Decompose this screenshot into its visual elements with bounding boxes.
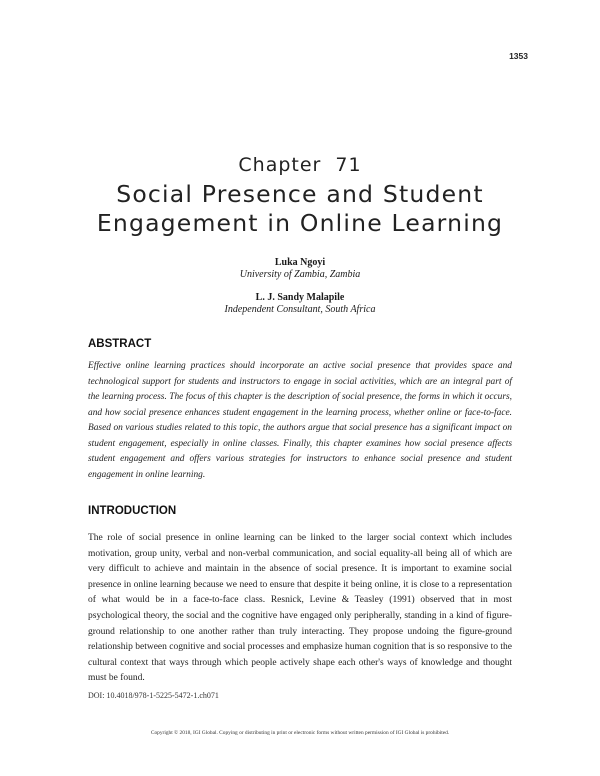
author-name-1: Luka Ngoyi [274,257,326,268]
page-number: 1353 [509,51,528,61]
abstract-heading: ABSTRACT [88,338,152,350]
author-name-2: L. J. Sandy Malapile [255,292,345,303]
introduction-body: The role of social presence in online learning can be linked to the larger social context which includes motivation, group unity, verbal and non-verbal communication, and social equality-all being all of which are very difficult to achieve and maintain in the absence of social presence. It is important to examine social presence in online learning because we need to ensure that despite it being online, it is close to a representation of what would be in a face-to-face class. Resnick, Levine & Teasley (1991) observed that in most psychological theory, the social and the cognitive have engaged only peripherally, standing in a kind of figure-ground relationship to one another rather than truly interacting. They propose undoing the figure-ground relationship between cognitive and social processes and emphasize human cognition that is so responsive to the cultural context that ways through which people actively shape each other's ways of knowledge and thought must be found. [88,533,512,684]
chapter-title: Social Presence and Student Engagement in Online Learning [96,180,504,237]
abstract-body: Effective online learning practices should incorporate an active social presence that provides space and technological support for students and instructors to engage in social activities, which are an integral part of the learning process. The focus of this chapter is the description of social presence, the forms in which it occurs, and how social presence enhances student engagement in the learning process, whether online or face-to-face. Based on various studies related to this topic, the authors argue that social presence has a significant impact on student engagement, especially in online classes. Finally, this chapter examines how social presence affects student engagement and offers various strategies for instructors to enhance social presence and student engagement in online learning. [88,361,512,480]
author-affiliation-1: University of Zambia, Zambia [239,269,361,280]
copyright-notice: Copyright © 2018, IGI Global. Copying or distributing in print or electronic forms without written permission of IGI Global is prohibited. [150,730,450,736]
chapter-label: Chapter 71 [238,154,362,176]
doi-line: DOI: 10.4018/978-1-5225-5472-1.ch071 [88,691,219,700]
author-affiliation-2: Independent Consultant, South Africa [224,304,376,315]
introduction-heading: INTRODUCTION [88,505,177,517]
